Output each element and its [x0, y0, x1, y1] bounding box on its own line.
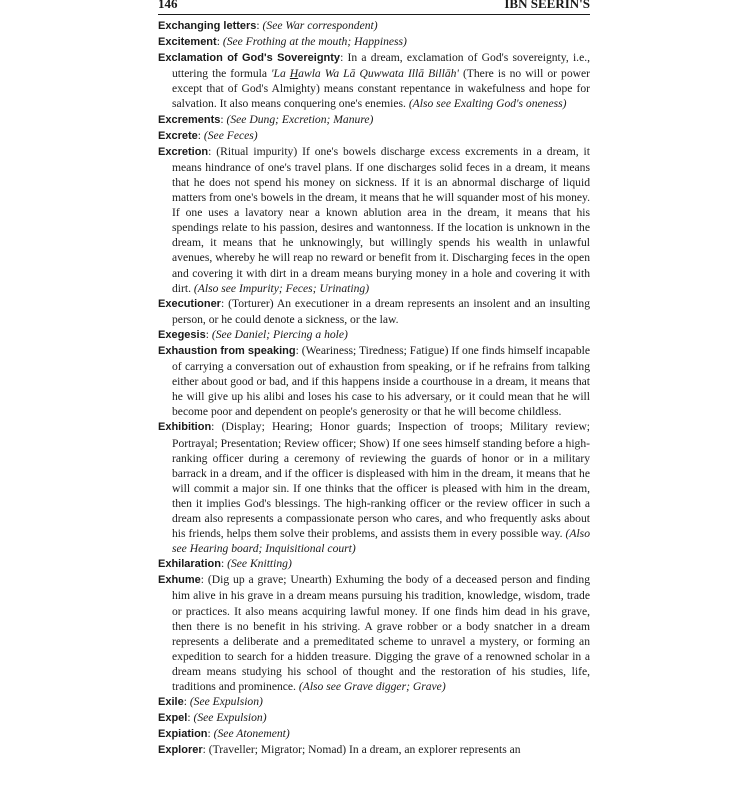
entry-refs: (Also see Exalting God's oneness) [408, 97, 567, 111]
entry-formula: 'La Hawla Wa Lā Quwwata Illā Billāh' [271, 67, 459, 81]
entry-executioner: Executioner: (Torturer) An executioner in a dream represents an insolent and an insulting person, or he could denote a sickness, or the law. [158, 296, 590, 326]
entry-term: Expiation [158, 728, 208, 741]
entry-refs: (See Feces) [203, 128, 258, 142]
entry-refs: (See Daniel; Piercing a hole) [211, 327, 348, 341]
entry-term: Explorer [158, 744, 203, 757]
entry-excrements: Excrements: (See Dung; Excretion; Manure) [158, 112, 374, 126]
entry-refs: (See Dung; Excretion; Manure) [226, 112, 374, 126]
entry-term: Expel [158, 712, 188, 725]
entry-excrete: Excrete: (See Feces) [158, 128, 258, 142]
running-header [158, 0, 590, 15]
entry-term: Excrete [158, 129, 198, 142]
page-number: 146 [158, 0, 178, 11]
entry-term: Excrements [158, 113, 221, 126]
entry-body: (Weariness; Tiredness; Fatigue) If one finds himself incapable of carrying a conversation out of exhaustion from speaking, or if he refrains from talking either about good or bad, and if this happens inside a courthouse in a dream, it means that he will give up his alibi and loses his case to his adversary, or it could mean that he will become poor and dependent on people's generosity or that he will become childless. [172, 343, 590, 419]
entry-exhilaration: Exhilaration: (See Knitting) [158, 557, 292, 571]
entry-refs: (See Expulsion) [193, 711, 267, 725]
entry-explorer: Explorer: (Traveller; Migrator; Nomad) In a dream, an explorer represents an [158, 743, 521, 757]
entry-term: Exhaustion from speaking [158, 344, 296, 357]
entry-body: (Torturer) An executioner in a dream represents an insolent and an insulting person, or he could denote a sickness, or the law. [172, 296, 590, 326]
entry-refs: (See Atonement) [213, 727, 290, 741]
entry-body: (Ritual impurity) If one's bowels discharge excess excrements in a dream, it means hindrance of one's travel plans. If one discharges solid feces in a dream, it means that he does not spend his money on sickness. If it is an abnormal discharge of liquid matters from one's bowels in the dream, it means that he will squander most of his money. If one uses a lavatory near a known ablution area in the dream, it means that his spendings relate to his passion, desires and wantonness. If the location is unknown in the dream, it means that he unknowingly, but willingly spends his wealth in unlawful avenues, whereby he will reap no reward or benefit from it. Discharging feces in the open and covering it with dirt in a dream means burying money in a hole and covering it with dirt. [172, 144, 590, 295]
entry-body: (Display; Hearing; Honor guards; Inspection of troops; Military review; Portrayal; Presentation; Review officer; Show) If one sees himself standing before a high-ranking officer during a ceremony of reviewing the guards of honor or in a military barrack in a dream, and if the officer is displeased with him in the dream, it means that he will commit a major sin. If one thinks that the officer is pleased with him in the dream, then it implies God's blessings. The high-ranking officer or the review officer in such a dream also represents a compassionate person who cares, and who frequently asks about his friends, helps them solve their problems, and assists them in every possible way. [172, 420, 590, 541]
entry-term: Exclamation of God's Sovereignty [158, 52, 341, 65]
entry-exile: Exile: (See Expulsion) [158, 695, 263, 709]
entry-term: Exhilaration [158, 558, 221, 571]
entry-refs: (See Knitting) [227, 557, 292, 571]
entry-exclamation: Exclamation of God's Sovereignty: In a dream, exclamation of God's sovereignty, i.e., uttering the formula 'La Hawla Wa Lā Quwwata Illā Billāh' (There is no will or power except that of God's Almighty) means constant repentance in wakefulness and hope for salvation. It also means conquering one's enemies. (Also see Exalting God's oneness) [158, 51, 591, 111]
entry-refs: (See War correspondent) [262, 19, 378, 32]
entry-term: Exile [158, 696, 184, 709]
entry-term: Excitement [158, 36, 217, 49]
dictionary-entries [158, 18, 590, 759]
entry-body: (There is no will or power except that of God's Almighty) means constant repentance in wakefulness and hope for salvation. It also means conquering one's enemies. [172, 67, 591, 111]
book-page [158, 0, 590, 759]
running-title: IBN SEERIN'S [504, 0, 590, 11]
underlined-word: H [289, 67, 299, 81]
entry-refs: (Also see Impurity; Feces; Urinating) [193, 281, 370, 295]
entry-term: Exchanging letters [158, 20, 257, 32]
entry-term: Exegesis [158, 328, 206, 341]
entry-exhaustion-from-speaking: Exhaustion from speaking: (Weariness; Tiredness; Fatigue) If one finds himself incapable of carrying a conversation out of exhaustion from speaking, or if he refrains from talking either about good or bad, and if this happens inside a courthouse in a dream, it means that he will give up his alibi and loses his case to his adversary, or it could mean that he will become poor and dependent on people's generosity or that he will become childless. [158, 343, 590, 419]
entry-expiation: Expiation: (See Atonement) [158, 727, 290, 741]
entry-exhibition: Exhibition: (Display; Hearing; Honor guards; Inspection of troops; Military review; Portrayal; Presentation; Review officer; Show) If one sees himself standing before a high-ranking officer during a ceremony of reviewing the guards of honor or in a military barrack in a dream, and if the officer is displeased with him in the dream, it means that he will commit a major sin. If one thinks that the officer is pleased with him in the dream, then it implies God's blessings. The high-ranking officer or the review officer in such a dream also represents a compassionate person who cares, and who frequently asks about his friends, helps them solve their problems, and assists them in every possible way. (Also see Hearing board; Inquisitional court) [158, 420, 590, 556]
entry-term: Exhibition [158, 421, 212, 434]
entry-refs: (Also see Hearing board; Inquisitional court) [172, 527, 590, 556]
entry-exhume: Exhume: (Dig up a grave; Unearth) Exhuming the body of a deceased person and finding him alive in his grave in a dream means pursuing his tradition, knowledge, wisdom, trade or practices. It also means acquiring lawful money. If one finds him dead in his grave, then there is no benefit in his striving. A grave robber or a body snatcher in a dream represents a deliberate and a premeditated scheme to unravel a mystery, or forming an expedition to search for a hidden treasure. Digging the grave of a renowned scholar in a dream means studying his school of thought and the restoration of his studies, life, traditions and prominence. (Also see Grave digger; Grave) [158, 573, 590, 694]
entry-exegesis: Exegesis: (See Daniel; Piercing a hole) [158, 327, 348, 341]
entry-refs: (Also see Grave digger; Grave) [298, 680, 446, 694]
entry-body: (Traveller; Migrator; Nomad) In a dream, an explorer represents an [208, 743, 521, 757]
entry-refs: (See Frothing at the mouth; Happiness) [222, 35, 407, 49]
entry-excitement: Excitement: (See Frothing at the mouth; Happiness) [158, 35, 407, 49]
entry-body: (Dig up a grave; Unearth) Exhuming the body of a deceased person and finding him alive in his grave in a dream means pursuing his tradition, knowledge, wisdom, trade or practices. It also means acquiring lawful money. If one finds him dead in his grave, then there is no benefit in his striving. A grave robber or a body snatcher in a dream represents a deliberate and a premeditated scheme to unravel a mystery, or forming an expedition to search for a hidden treasure. Digging the grave of a renowned scholar in a dream means studying his school of thought and the restoration of his studies, life, traditions and prominence. [172, 573, 590, 694]
entry-exchanging-letters: Exchanging letters: (See War correspondent) [158, 19, 378, 32]
entry-term: Excretion [158, 145, 209, 158]
entry-excretion: Excretion: (Ritual impurity) If one's bowels discharge excess excrements in a dream, it means hindrance of one's travel plans. If one discharges solid feces in a dream, it means that he does not spend his money on sickness. If it is an abnormal discharge of liquid matters from one's bowels in the dream, it means that he will squander most of his money. If one uses a lavatory near a known ablution area in the dream, it means that his spendings relate to his passion, desires and wantonness. If the location is unknown in the dream, it means that he unknowingly, but willingly spends his wealth in unlawful avenues, whereby he will reap no reward or benefit from it. Discharging feces in the open and covering it with dirt in a dream means burying money in a hole and covering it with dirt. (Also see Impurity; Feces; Urinating) [158, 144, 590, 295]
entry-expel: Expel: (See Expulsion) [158, 711, 267, 725]
entry-term: Exhume [158, 574, 201, 587]
entry-body-pre: In a dream, exclamation of God's sovereignty, i.e., uttering the formula [172, 51, 591, 81]
entry-refs: (See Expulsion) [189, 695, 263, 709]
entry-term: Executioner [158, 297, 221, 310]
